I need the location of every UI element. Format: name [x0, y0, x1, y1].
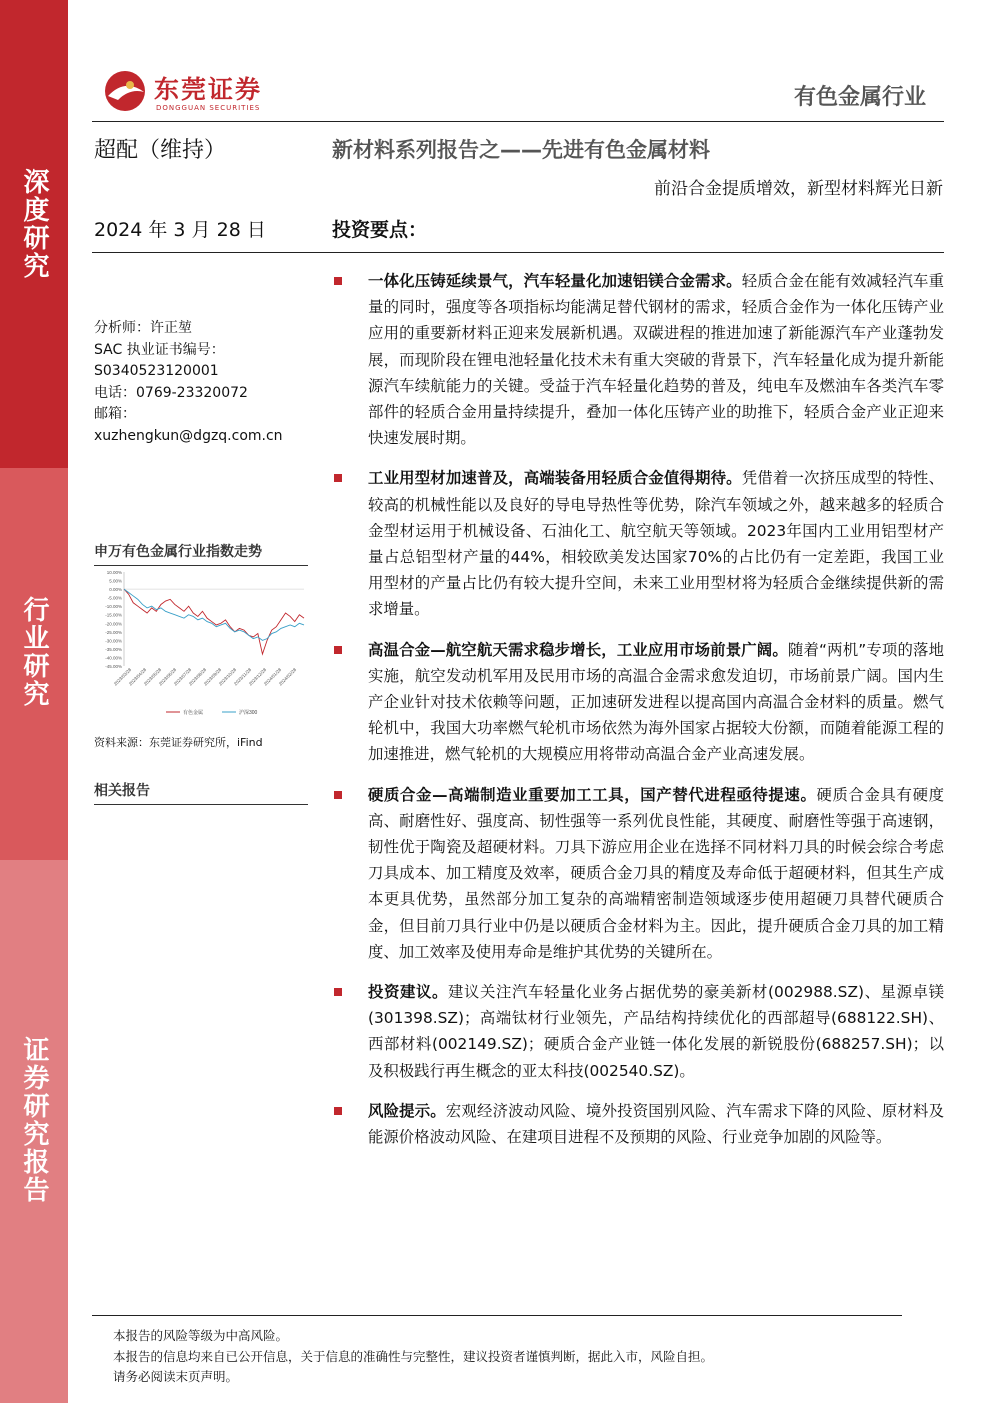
bullet-square-icon	[334, 988, 342, 996]
analyst-name: 分析师：许正堃	[94, 320, 192, 336]
bullet-item	[334, 268, 944, 451]
y-tick-label: 0.00%	[109, 587, 122, 593]
y-tick-label: -20.00%	[105, 621, 122, 627]
x-tick-label: 2023/12/28	[247, 667, 268, 687]
index-trend-chart	[94, 566, 308, 726]
bullet-title: 硬质合金—高端制造业重要加工工具，国产替代进程亟待提速。	[368, 785, 817, 804]
side-band-1	[0, 0, 68, 468]
bullet-body: 硬质合金具有硬度高、耐磨性好、强度高、韧性强等一系列优良性能，其硬度、耐磨性等强于高速钢，韧性优于陶瓷及超硬材料。刀具下游应用企业在选择不同材料刀具的时候会综合考虑刀具成本、加工精度及效率，硬质合金刀具的精度及寿命低于超硬材料，但其生产成本更具优势，虽然部分加工复杂的高端精密制造领域逐步使用超硬刀具替代硬质合金，但目前刀具行业中仍是以硬质合金材料为主。因此，提升硬质合金刀具的加工精度、加工效率及使用寿命是维护其优势的关键所在。	[368, 785, 944, 961]
analyst-sac-number: S0340523120001	[94, 363, 219, 379]
series-line	[124, 589, 304, 654]
analyst-sac-label: SAC 执业证书编号：	[94, 341, 225, 358]
y-tick-label: -35.00%	[105, 646, 122, 652]
chart-source: 资料来源：东莞证券研究所，iFind	[94, 736, 263, 749]
x-tick-label: 2023/05/28	[142, 667, 163, 687]
analyst-email-label: 邮箱：	[94, 406, 136, 422]
x-tick-label: 2024/02/28	[277, 667, 298, 687]
x-tick-label: 2023/03/28	[112, 667, 133, 687]
y-tick-label: 5.00%	[109, 578, 122, 584]
report-subtitle: 前沿合金提质增效，新型材料辉光日新	[654, 179, 943, 199]
footer-read-disclaimer[interactable]: 请务必阅读末页声明。	[113, 1369, 239, 1384]
bullet-title: 风险提示。	[368, 1101, 446, 1120]
bullet-body: 建议关注汽车轻量化业务占据优势的豪美新材(002988.SZ)、星源卓镁 (301398.SZ)；高端钛材行业领先，产品结构持续优化的西部超导(688122.SH)、西部材料(002149.SZ)；硬质合金产业链一体化发展的新锐股份(688257.SH)；以及积极践行再生概念的亚太科技(002540.SZ)。	[368, 983, 944, 1080]
bullet-title: 投资建议。	[368, 983, 449, 1002]
side-band-label: 行业研究	[19, 596, 49, 708]
bullet-title: 工业用型材加速普及，高端装备用轻质合金值得期待。	[368, 469, 742, 488]
y-tick-label: 10.00%	[106, 570, 122, 575]
chart-title: 申万有色金属行业指数走势	[94, 541, 308, 566]
y-tick-label: -5.00%	[107, 595, 122, 601]
report-title: 新材料系列报告之——先进有色金属材料	[332, 138, 710, 162]
company-logo	[100, 66, 290, 118]
footer-info-note: 本报告的信息均来自已公开信息，关于信息的准确性与完整性，建议投资者谨慎判断，据此入市，风险自担。	[113, 1348, 714, 1364]
x-tick-label: 2023/06/28	[157, 667, 178, 687]
y-tick-label: -40.00%	[105, 655, 122, 661]
bullet-square-icon	[334, 791, 342, 799]
bullet-body: 随着“两机”专项的落地实施，航空发动机军用及民用市场的高温合金需求愈发迫切，市场前景广阔。国内生产企业针对技术依赖等问题，正加速研发进程以提高国内高温合金材料的质量。燃气轮机中，我国大功率燃气轮机市场依然为海外国家占据较大份额，而随着能源工程的加速推进，燃气轮机的大规模应用将带动高温合金产业高速发展。	[368, 640, 944, 764]
index-chart-section	[94, 541, 308, 750]
side-band-label: 深度研究	[19, 168, 49, 280]
bullet-body: 宏观经济波动风险、境外投资国别风险、汽车需求下降的风险、原材料及能源价格波动风险、在建项目进程不及预期的风险、行业竞争加剧的风险等。	[368, 1101, 944, 1147]
y-tick-label: -15.00%	[105, 612, 122, 618]
side-band-label: 证券研究报告	[19, 1036, 49, 1204]
legend-label: 沪深300	[239, 710, 258, 716]
y-tick-label: -10.00%	[105, 604, 122, 610]
bullet-item	[334, 979, 944, 1084]
bullet-body: 凭借着一次挤压成型的特性、较高的机械性能以及良好的导电导热性等优势，除汽车领域之外，越来越多的轻质合金型材运用于机械设备、石油化工、航空航天等领域。2023年国内工业用铝型材产量占总铝型材产量的44%，相较欧美发达国家70%的占比仍有一定差距，我国工业用型材的产量占比仍有较大提升空间，未来工业用型材将为轻质合金继续提供新的需求增量。	[368, 469, 944, 619]
rating: 超配（维持）	[94, 138, 227, 163]
footer-risk-level: 本报告的风险等级为中高风险。	[113, 1328, 289, 1343]
y-tick-label: -25.00%	[105, 629, 122, 635]
bullet-square-icon	[334, 646, 342, 654]
bullet-square-icon	[334, 474, 342, 482]
series-line	[124, 589, 304, 640]
y-tick-label: -30.00%	[105, 638, 122, 644]
legend-label: 有色金属	[183, 710, 204, 716]
bullet-item	[334, 637, 944, 768]
bullet-square-icon	[334, 277, 342, 285]
x-tick-label: 2023/10/28	[217, 667, 238, 687]
footer-disclaimer	[113, 1326, 713, 1388]
report-date: 2024 年 3 月 28 日	[94, 219, 266, 241]
x-tick-label: 2024/01/28	[262, 667, 283, 687]
logo-subtitle: DONGGUAN SECURITIES	[156, 104, 261, 112]
analyst-phone: 电话：0769-23320072	[94, 384, 248, 401]
logo-emblem-icon	[100, 66, 150, 116]
bullet-title: 高温合金—航空航天需求稳步增长，工业应用市场前景广阔。	[368, 640, 788, 659]
x-tick-label: 2023/11/28	[232, 667, 253, 687]
related-reports-heading: 相关报告	[94, 780, 308, 805]
bullet-title: 一体化压铸延续景气，汽车轻量化加速铝镁合金需求。	[368, 272, 742, 290]
bullet-item	[334, 465, 944, 622]
x-tick-label: 2023/07/28	[172, 667, 193, 687]
bullet-item	[334, 782, 944, 965]
side-band-2	[0, 468, 68, 860]
x-tick-label: 2023/08/28	[187, 667, 208, 687]
analyst-info	[94, 318, 283, 447]
bullet-square-icon	[334, 1107, 342, 1115]
footer-divider	[92, 1315, 902, 1316]
bullet-body: 轻质合金在能有效减轻汽车重量的同时，强度等各项指标均能满足替代钢材的需求，轻质合金作为一体化压铸产业应用的重要新材料正迎来发展新机遇。双碳进程的推进加速了新能源汽车产业蓬勃发展，而现阶段在锂电池轻量化技术未有重大突破的背景下，汽车轻量化成为提升新能源汽车续航能力的关键。受益于汽车轻量化趋势的普及，纯电车及燃油车各类汽车零部件的轻质合金用量持续提升，叠加一体化压铸产业的助推下，轻质合金产业正迎来快速发展时期。	[368, 272, 944, 448]
header-divider	[92, 121, 944, 122]
key-points-heading: 投资要点：	[332, 219, 428, 241]
industry-tag: 有色金属行业	[793, 85, 926, 110]
key-points-list	[334, 268, 944, 1164]
x-tick-label: 2023/09/28	[202, 667, 223, 687]
bullet-item	[334, 1098, 944, 1150]
x-tick-label: 2023/04/28	[127, 667, 148, 687]
side-band-3	[0, 860, 68, 1403]
analyst-email[interactable]: xuzhengkun@dgzq.com.cn	[94, 427, 283, 444]
section-divider	[92, 252, 944, 253]
y-tick-label: -45.00%	[105, 664, 122, 669]
logo-name: 东莞证券	[154, 75, 263, 104]
